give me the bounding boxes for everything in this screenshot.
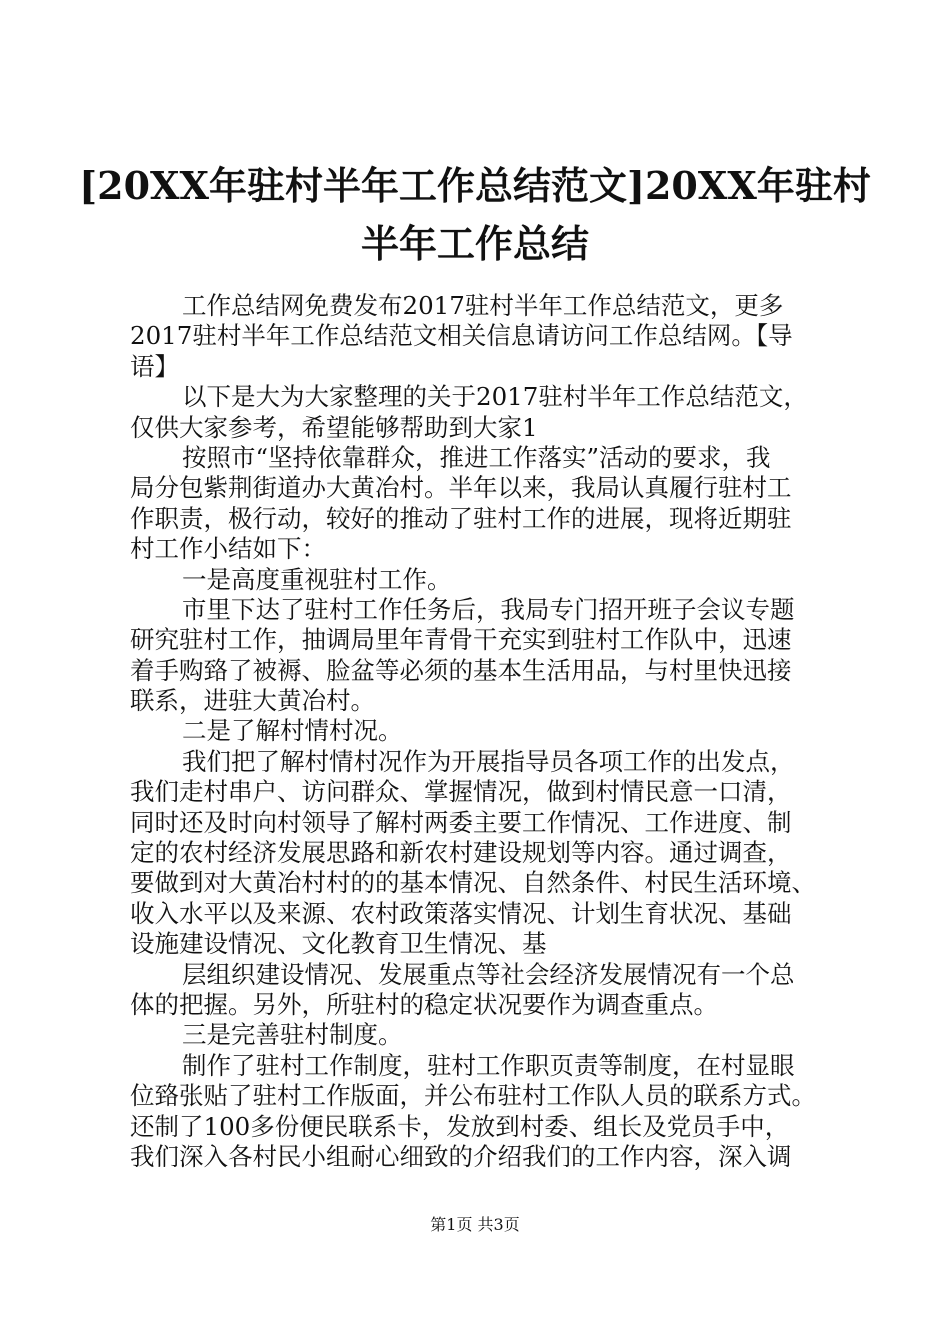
body-text-line: 二是了解村情村况。 [182, 716, 403, 746]
body-text-line: 收入水平以及来源、农村政策落实情况、计划生育状况、基础 [130, 898, 792, 928]
body-text-line: 位臵张贴了驻村工作版面，并公布驻村工作队人员的联系方式。 [130, 1081, 816, 1111]
document-title-line-1: [20XX年驻村半年工作总结范文]20XX年驻村 [79, 163, 871, 208]
body-text-line: 层组织建设情况、发展重点等社会经济发展情况有一个总 [182, 959, 795, 989]
body-text-line: 定的农村经济发展思路和新农村建设规划等内容。通过调查， [130, 838, 792, 868]
body-text-line: 我们把了解村情村况作为开展指导员各项工作的出发点， [182, 746, 795, 776]
body-text-line: 村工作小结如下： [130, 534, 326, 564]
page-footer: 第1页 共3页 [430, 1215, 520, 1234]
body-text-line: 语】 [130, 351, 179, 381]
body-text-line: 着手购臵了被褥、脸盆等必须的基本生活用品，与村里快迅接 [130, 655, 792, 685]
body-text-line: 三是完善驻村制度。 [182, 1020, 403, 1050]
body-text-line: 同时还及时向村领导了解村两委主要工作情况、工作进度、制 [130, 807, 792, 837]
body-text-line: 设施建设情况、文化教育卫生情况、基 [130, 929, 547, 959]
body-text-line: 还制了100多份便民联系卡，发放到村委、组长及党员手中， [130, 1111, 790, 1141]
body-text-line: 工作总结网免费发布2017驻村半年工作总结范文，更多 [182, 291, 784, 320]
body-text-line: 按照市“坚持依靠群众，推进工作落实”活动的要求，我 [182, 442, 771, 472]
body-text-line: 我们走村串户、访问群众、掌握情况，做到村情民意一口清， [130, 777, 792, 807]
body-text-line: 制作了驻村工作制度，驻村工作职页责等制度，在村显眼 [182, 1050, 795, 1080]
document-title-line-2: 半年工作总结 [360, 221, 589, 266]
body-text-line: 联系，进驻大黄冶村。 [130, 686, 375, 716]
document-body [130, 291, 834, 1172]
body-text-line: 研究驻村工作，抽调局里年青骨干充实到驻村工作队中，迅速 [130, 625, 792, 655]
body-text-line: 作职责，极行动，较好的推动了驻村工作的进展，现将近期驻 [130, 503, 792, 533]
body-text-line: 一是高度重视驻村工作。 [182, 564, 452, 594]
body-text-line: 体的把握。另外，所驻村的稳定状况要作为调查重点。 [130, 989, 718, 1019]
body-text-line: 以下是大为大家整理的关于2017驻村半年工作总结范文， [182, 382, 808, 412]
body-text-line: 2017驻村半年工作总结范文相关信息请访问工作总结网。【导 [130, 321, 793, 351]
body-text-line: 我们深入各村民小组耐心细致的介绍我们的工作内容，深入调 [130, 1141, 792, 1171]
body-text-line: 局分包紫荆街道办大黄冶村。半年以来，我局认真履行驻村工 [130, 473, 792, 503]
body-text-line: 仅供大家参考，希望能够帮助到大家1 [130, 412, 538, 442]
body-text-line: 要做到对大黄冶村村的的基本情况、自然条件、村民生活环境、 [130, 868, 816, 898]
body-text-line: 市里下达了驻村工作任务后，我局专门招开班子会议专题 [182, 594, 795, 624]
